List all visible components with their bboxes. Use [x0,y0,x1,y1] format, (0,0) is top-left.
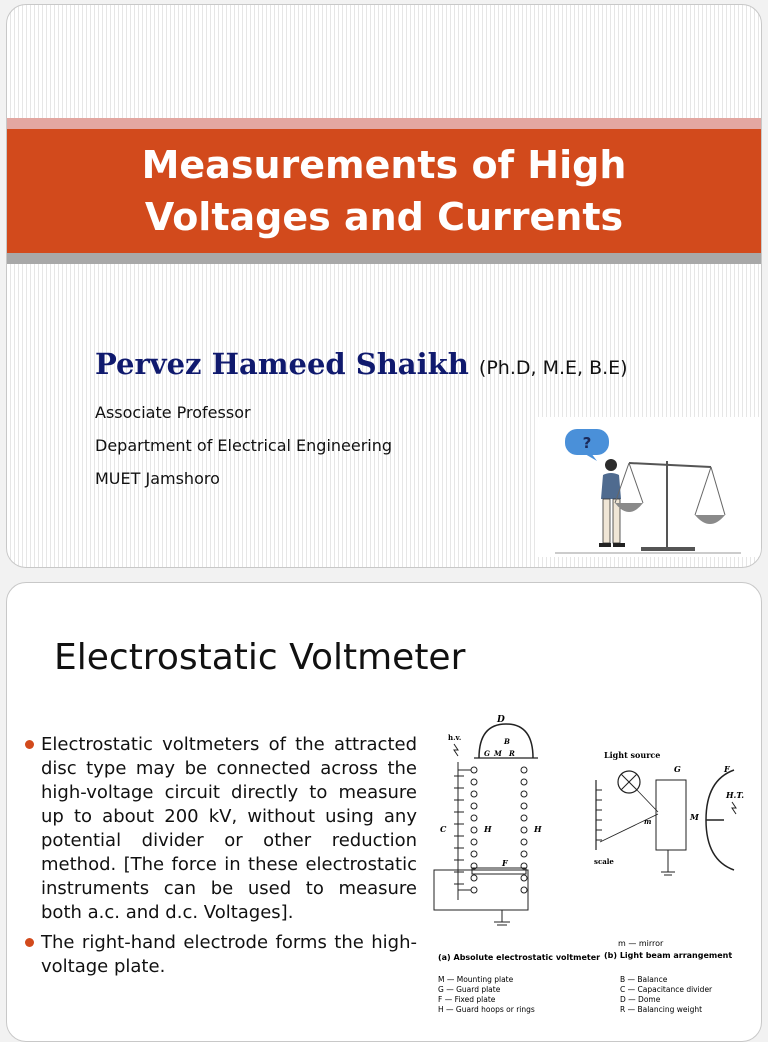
label-m: M [494,749,502,758]
legend-left-item: F — Fixed plate [438,995,496,1004]
label-b: B [504,737,510,746]
caption-a: (a) Absolute electrostatic voltmeter [438,953,601,962]
legend-right-item: C — Capacitance divider [620,985,713,994]
title-band [7,129,761,253]
legend-left-item: H — Guard hoops or rings [438,1005,535,1014]
scale-illustration [535,417,762,557]
label-g-right: G [674,764,681,774]
label-ht: H.T. [726,790,745,800]
label-hv: h.v. [448,733,462,742]
author-name: Pervez Hameed Shaikh [95,347,469,381]
author-line [95,347,628,381]
label-f-right: F [724,764,730,774]
bullet-item [21,931,417,979]
slide-title [142,139,627,243]
label-r: R [509,749,515,758]
legend-right-item: D — Dome [620,995,661,1004]
bullet-text: Electrostatic voltmeters of the attracted disc type may be connected across the high-voltage circuit directly to measure up to about 200 kV, without using any potential divider or other reduction method. [The force in these electrostatic instruments can be used to measure both a.c. and d.c. Voltages]. [41,734,417,923]
slide-heading: Electrostatic Voltmeter [54,637,466,678]
thinking-person-balance-icon [535,417,762,557]
legend-left-item: G — Guard plate [438,985,501,994]
author-credentials: (Ph.D, M.E, B.E) [478,357,628,379]
legend-right-item: B — Balance [620,975,668,984]
bullet-item [21,733,417,925]
title-band-bottom-stripe [7,253,761,264]
author-department: Department of Electrical Engineering [95,436,393,455]
caption-b: (b) Light beam arrangement [604,951,733,960]
title-band-top-stripe [7,118,761,129]
label-h-left: H [484,824,492,834]
title-slide [6,4,762,568]
label-f: F [502,858,508,868]
voltmeter-diagram [424,710,760,1020]
bullet-list [21,733,417,985]
content-slide [6,582,762,1042]
label-h-right: H [534,824,542,834]
label-mirror-m: m [644,817,652,826]
slide-title-line2: Voltages and Currents [144,195,624,239]
legend-left-item: M — Mounting plate [438,975,514,984]
label-g: G [484,749,490,758]
bullet-text: The right-hand electrode forms the high-voltage plate. [41,932,417,977]
label-mirror-legend: m — mirror [618,939,664,948]
label-d: D [497,715,505,725]
label-light-source: Light source [604,750,661,760]
label-scale: scale [594,857,614,866]
bullet-dot-icon [25,740,34,749]
slide-title-line1: Measurements of High [141,143,627,187]
label-c: C [440,824,447,834]
bullet-dot-icon [25,938,34,947]
author-institution: MUET Jamshoro [95,469,220,488]
electrostatic-voltmeter-figure [424,710,760,1020]
legend-right-item: R — Balancing weight [620,1005,703,1014]
bubble-question-mark: ? [582,434,592,452]
author-position: Associate Professor [95,403,251,422]
label-m-right: M [690,812,699,822]
